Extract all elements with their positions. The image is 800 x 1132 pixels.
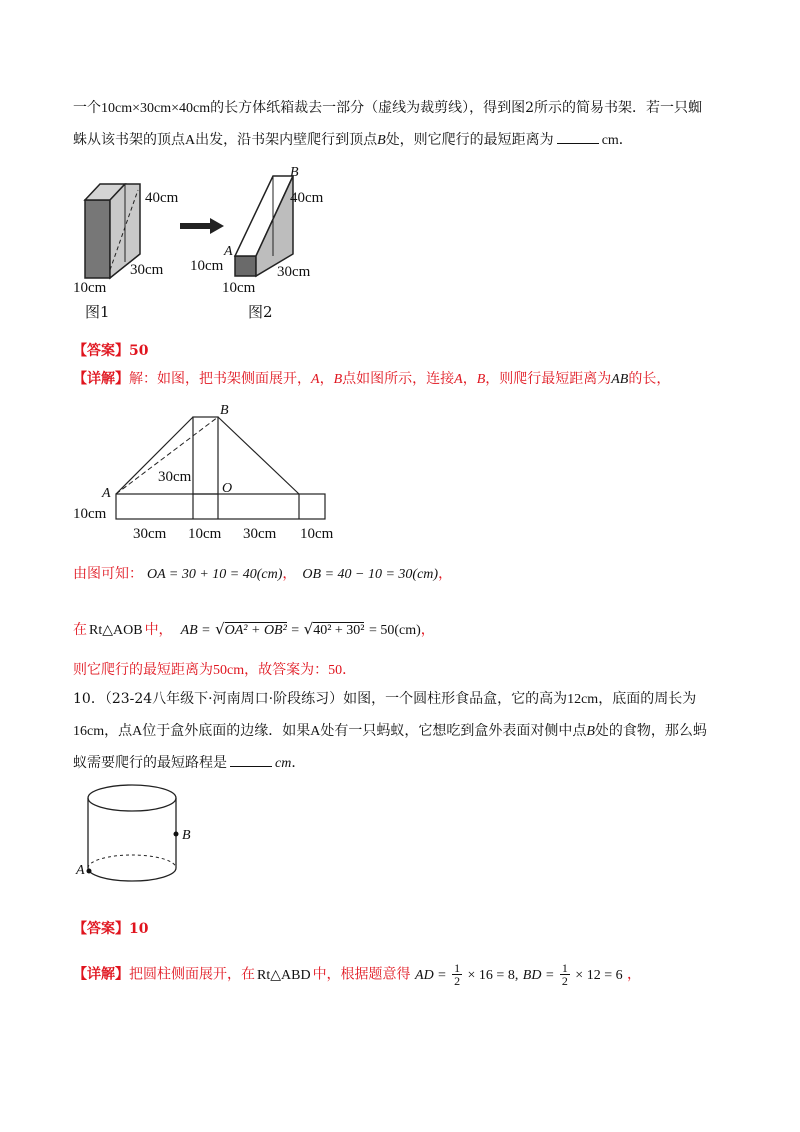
q10-line1: 10．（23-24八年级下·河南周口·阶段练习）如图，一个圆柱形食品盒，它的高为12cm，底面的周长为 [73, 691, 697, 707]
answer-blank-2 [230, 754, 272, 767]
fig2-height-label: 40cm [290, 190, 324, 206]
fig2-width-label-2: 10cm [222, 280, 256, 296]
q9-conclusion: 则它爬行的最短距离为50cm，故答案为：50． [73, 662, 357, 678]
q10-answer: 【答案】10 [73, 921, 149, 937]
q10-detail: 【详解】把圆柱侧面展开，在 Rt△ABD 中，根据题意得 AD = $\frac{1}{2}$ × 16 = 8, BD = $\frac{1}{2}$ × 12 = 6 ， [73, 961, 642, 988]
q9-calc1: 由图可知： OA = 30 + 10 = 40(cm)， OB = 40 − 10 = 30(cm)， [73, 566, 453, 582]
unfold-point-a: A [102, 486, 111, 501]
unfold-diag-label: 30cm [158, 469, 192, 485]
unfold-bottom-3: 30cm [243, 526, 277, 542]
q9-detail: 【详解】解：如图，把书架侧面展开，A，B点如图所示，连接A，B，则爬行最短距离为AB的长， [73, 371, 671, 387]
fig2-caption: 图2 [248, 303, 273, 321]
fig1-width-label: 10cm [73, 280, 107, 296]
cylinder-figure [80, 778, 190, 888]
q10-line2: 16cm，点A位于盒外底面的边缘．如果A处有一只蚂蚁，它想吃到盒外表面对侧中点B处的食物，那么蚂 [73, 723, 707, 739]
unfolded-diagram [70, 395, 360, 530]
fig1-height-label: 40cm [145, 190, 179, 206]
arrow-right-icon [180, 218, 224, 234]
q9-line2: 蛛从该书架的顶点A出发，沿书架内壁爬行到顶点B处，则它爬行的最短距离为 cm． [73, 132, 633, 148]
cylinder-point-b: B [182, 828, 191, 843]
q9-line1: 一个10cm×30cm×40cm的长方体纸箱裁去一部分（虚线为裁剪线），得到图2所示的简易书架．若一只蜘 [73, 100, 703, 116]
unfold-bottom-2: 10cm [188, 526, 222, 542]
unfold-bottom-4: 10cm [300, 526, 334, 542]
fig2-point-a: A [224, 244, 233, 259]
unfold-left-label: 10cm [73, 506, 107, 522]
q9-answer: 【答案】50 [73, 343, 149, 359]
fig2-point-b: B [290, 165, 299, 180]
q10-line3: 蚁需要爬行的最短路程是 cm． [73, 755, 306, 771]
unfold-bottom-1: 30cm [133, 526, 167, 542]
answer-blank [557, 131, 599, 144]
fig2-width-label: 10cm [190, 258, 224, 274]
unfold-point-o: O [222, 481, 233, 496]
unfold-point-b: B [220, 403, 229, 418]
fig2-length-label: 30cm [277, 264, 311, 280]
q9-calc2: 在 Rt△AOB 中， AB = √OA² + OB² = √40² + 30² = 50(cm)， [73, 620, 435, 638]
cylinder-point-a: A [76, 863, 85, 878]
fig1-length-label: 30cm [130, 262, 164, 278]
fig1-caption: 图1 [85, 303, 110, 321]
